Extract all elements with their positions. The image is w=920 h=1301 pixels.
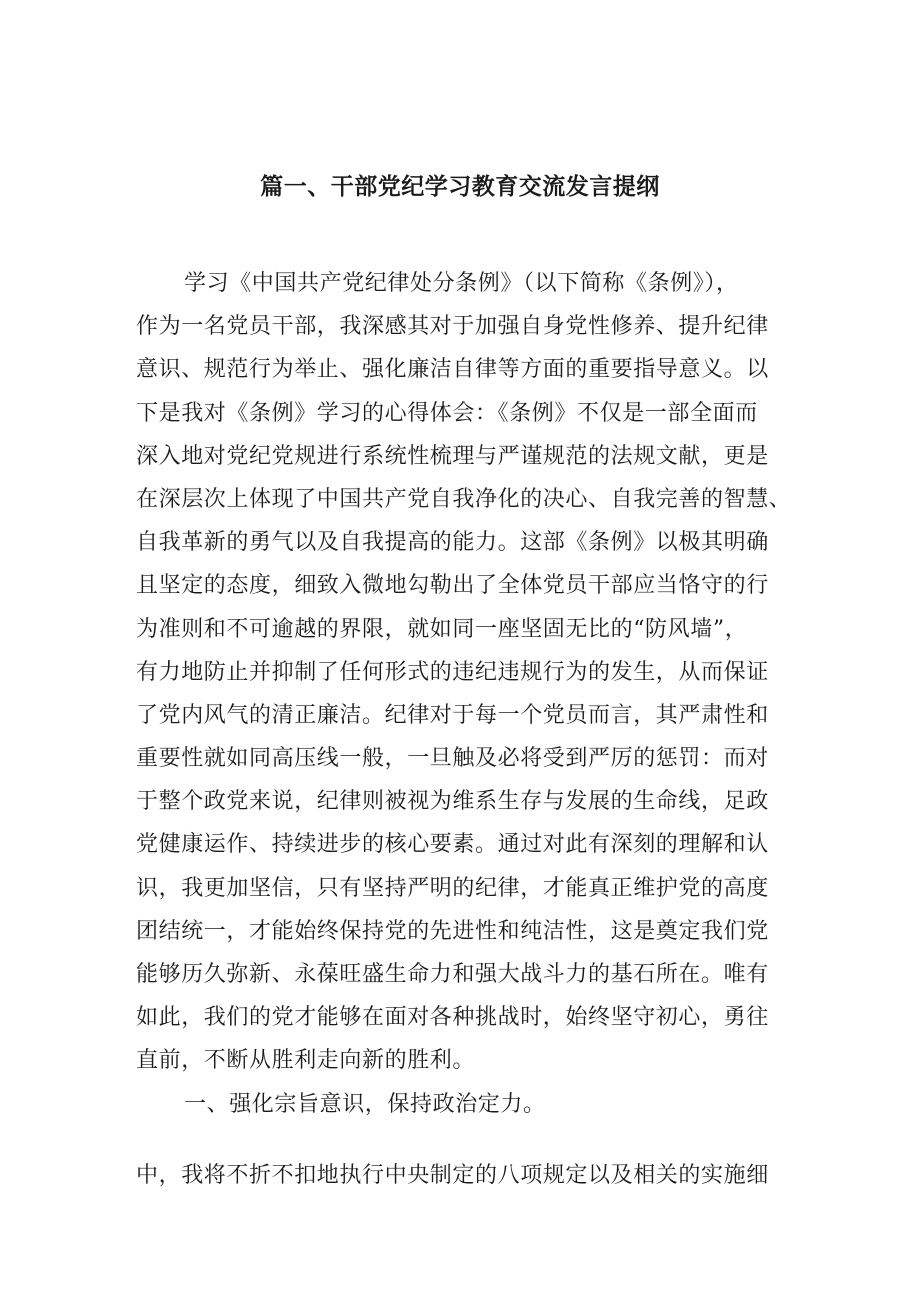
paragraph-line: 学习《中国共产党纪律处分条例》（以下简称《条例》）， — [184, 271, 739, 296]
paragraph-line: 下是我对《条例》学习的心得体会：《条例》不仅是一部全面而 — [136, 400, 758, 426]
paragraph-line: 且坚定的态度，细致入微地勾勒出了全体党员干部应当恪守的行 — [136, 573, 769, 599]
paragraph-line: 如此，我们的党才能够在面对各种挑战时，始终坚守初心，勇往 — [136, 1005, 769, 1031]
paragraph-line: 团结统一，才能始终保持党的先进性和纯洁性，这是奠定我们党 — [136, 918, 769, 944]
paragraph-line: 直前，不断从胜利走向新的胜利。 — [136, 1048, 476, 1074]
paragraph-line: 为准则和不可逾越的界限，就如同一座坚固无比的“防风墙”， — [136, 616, 748, 642]
body-paragraph — [136, 262, 796, 1126]
paragraph-line: 自我革新的勇气以及自我提高的能力。这部《条例》以极其明确 — [136, 530, 769, 556]
paragraph-line: 能够历久弥新、永葆旺盛生命力和强大战斗力的基石所在。唯有 — [136, 962, 769, 987]
paragraph-line: 了党内风气的清正廉洁。纪律对于每一个党员而言，其严肃性和 — [136, 702, 769, 728]
paragraph-line: 有力地防止并抑制了任何形式的违纪违规行为的发生，从而保证 — [136, 659, 769, 685]
paragraph-line: 党健康运作、持续进步的核心要素。通过对此有深刻的理解和认 — [136, 832, 769, 858]
paragraph-line: 于整个政党来说，纪律则被视为维系生存与发展的生命线，足政 — [136, 789, 769, 815]
document-title: 篇一、干部党纪学习教育交流发言提纲 — [260, 174, 660, 200]
trailing-paragraph-line: 中，我将不折不扣地执行中央制定的八项规定以及相关的实施细 — [136, 1163, 769, 1188]
paragraph-line: 重要性就如同高压线一般，一旦触及必将受到严厉的惩罚：而对 — [136, 746, 769, 772]
section-heading: 一、强化宗旨意识，保持政治定力。 — [184, 1091, 546, 1117]
paragraph-line: 深入地对党纪党规进行系统性梳理与严谨规范的法规文献，更是 — [136, 443, 769, 469]
paragraph-line: 作为一名党员干部，我深感其对于加强自身党性修养、提升纪律 — [136, 314, 769, 340]
paragraph-line: 在深层次上体现了中国共产党自我净化的决心、自我完善的智慧、 — [136, 486, 792, 512]
paragraph-line: 意识、规范行为举止、强化廉洁自律等方面的重要指导意义。以 — [136, 357, 769, 383]
paragraph-line: 识，我更加坚信，只有坚持严明的纪律，才能真正维护党的高度 — [136, 875, 769, 901]
